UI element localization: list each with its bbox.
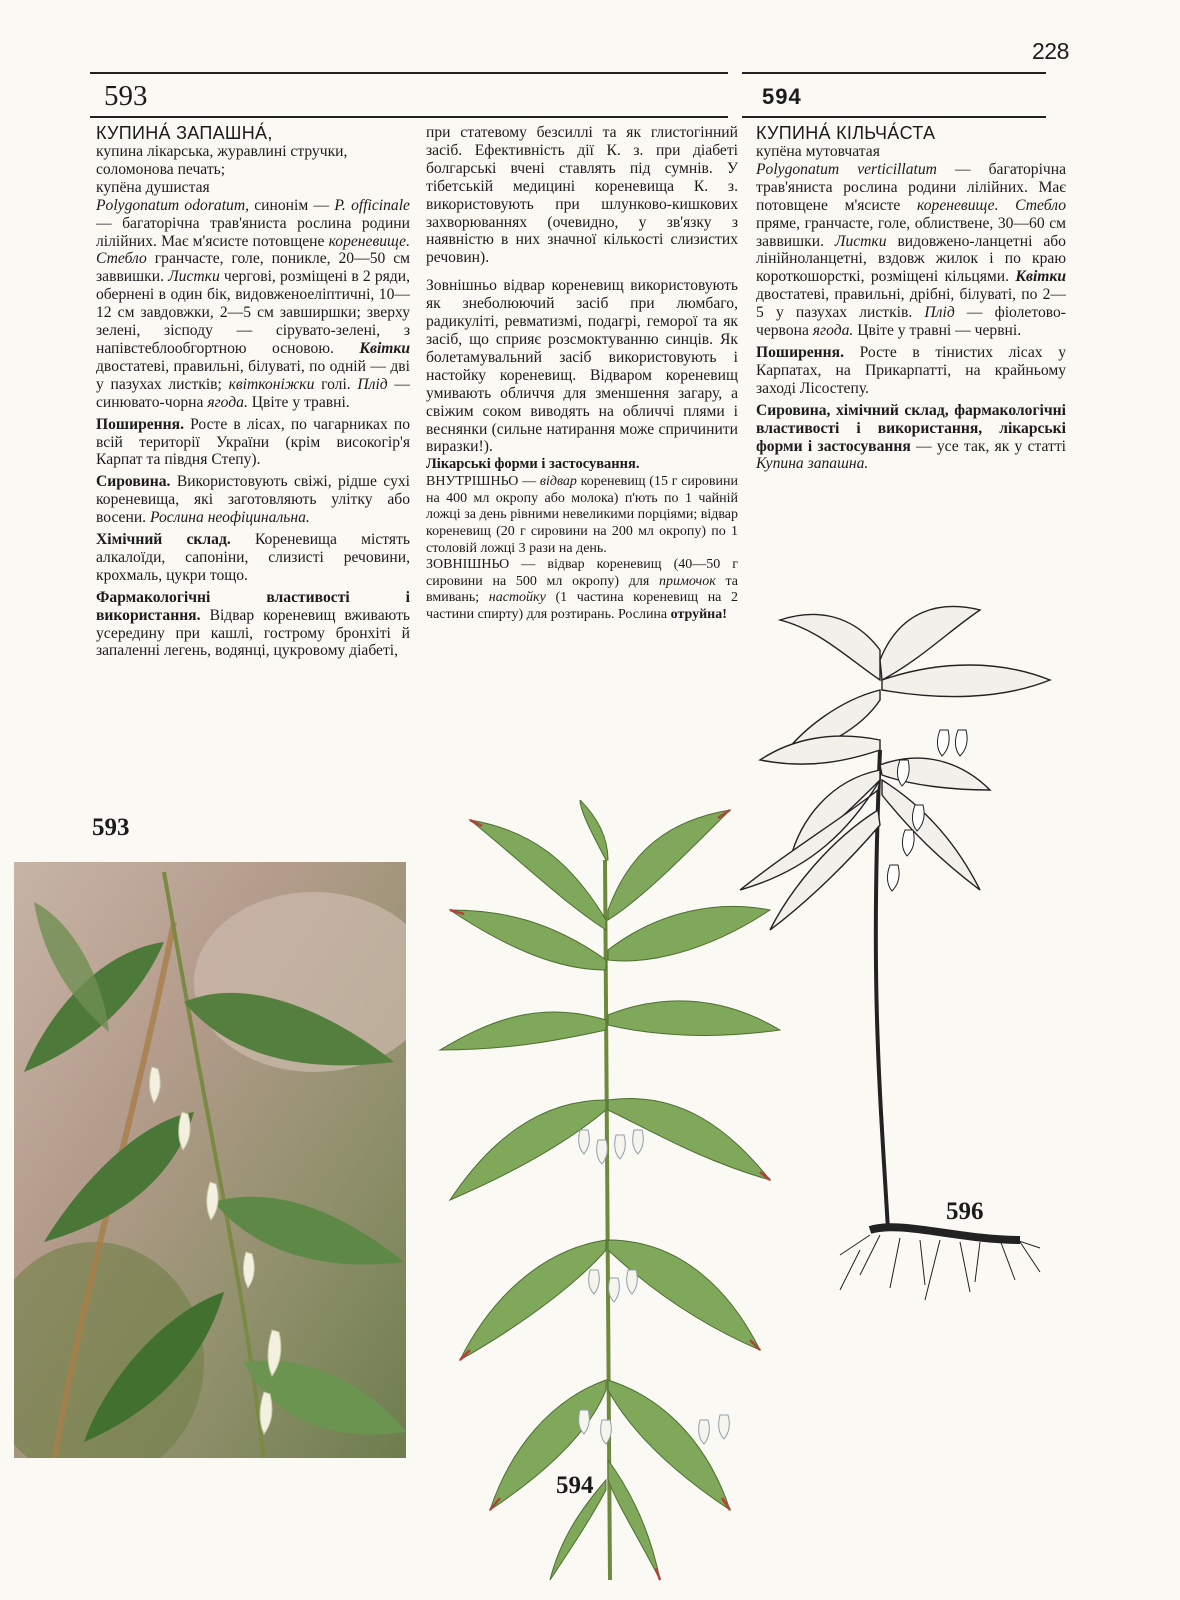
description-run: Цвіте у травні. xyxy=(247,393,350,411)
description-run: Квітки xyxy=(1015,268,1066,286)
entry-title: КУПИНА́ ЗАПАШНА́, xyxy=(96,123,273,143)
plant-line-drawing-596 xyxy=(730,590,1090,1330)
description-run: — багаторічна трав'яниста рослина родини лілійних. Має потовщене м'ясисте xyxy=(756,160,1067,214)
description-run: двостатеві, правильні, дрібні, білуваті, по 2—5 у пазухах листків. xyxy=(756,286,1066,322)
synonym-prefix: синонім — xyxy=(254,196,330,214)
description-run: квітконіжки xyxy=(228,375,315,393)
description-run: гранчасте, голе, поникле, 20—50 см заввишки. xyxy=(96,250,410,286)
column-middle xyxy=(426,124,738,624)
usage-internal: ВНУТРІШНЬО — відвар кореневищ (15 г сировини на 400 мл окропу або молока) п'ють по 1 чайній ложці за день рівними невеликими порціями; відвар кореневищ (20 г сировини на 200 мл окропу) по 1 столовій ложці 3 рази на день. xyxy=(426,474,738,556)
column-right xyxy=(756,124,1066,473)
description-run: голі. xyxy=(314,375,358,393)
description-run: пряме, гранчасте, голе, облиственe, 30—60 см заввишки. xyxy=(756,214,1066,250)
description-run: — багаторічна трав'яниста рослина родини лілійних. Має м'ясисте потовщене xyxy=(96,214,410,250)
plant-photo xyxy=(14,862,406,1458)
description-run: видовжено-ланцетні або лінійноланцетні, вздовж жилок і по краю короткошорсткі, розміщені кільцями. xyxy=(756,232,1066,286)
subheader-rule-left xyxy=(90,116,728,118)
entry-title: КУПИНА́ КІЛЬЧА́СТА xyxy=(756,123,936,143)
chemical-composition: Хімічний склад. Кореневища містять алкалоїди, сапоніни, слизисті речовини, крохмаль, цукри тощо. xyxy=(96,531,410,584)
distribution: Поширення. Росте в тінистих лісах у Карпатах, на Прикарпатті, на крайньому заході Лісостепу. xyxy=(756,343,1066,397)
description-run: Плід xyxy=(357,375,388,393)
description xyxy=(756,161,1066,339)
description-run: Цвіте у травні — червні. xyxy=(853,322,1022,340)
description-run: — синюватo-чорна xyxy=(96,375,410,411)
russian-name: купёна мутовчатая xyxy=(756,143,880,160)
external-use: Зовнішньо відвар кореневищ використовують як знеболюючий засіб при люмбаго, радикуліті, ревматизмі, подагрі, геморої та як засіб, що сприяє розсмоктуванню синців. Як болетамувальний засіб використовують і настойку кореневищ. Відваром кореневищ умивають обличчя для зменшення загару, а свіжим соком виводять на обличчі плями і веснянки (сильне натирання може спричинити виразки!). xyxy=(426,277,738,456)
forms-label: Лікарські форми і застосування. xyxy=(426,456,640,473)
entry-number-594: 594 xyxy=(762,84,802,109)
pharmacology: Фармакологічні властивості і використання. Відвар кореневищ вживають усередину при кашлі, гострому бронхіті й запаленні легень, водянці, цукровому діабеті, xyxy=(96,588,410,660)
entry-number-593: 593 xyxy=(104,80,148,112)
header-rule-right xyxy=(742,72,1046,74)
description xyxy=(96,215,410,411)
distribution: Поширення. Росте в лісах, по чагарниках по всій території України (крім високогір'я Карпат та півдня Степу). xyxy=(96,415,411,469)
raw-material: Сировина. Використовують свіжі, рідше сухі кореневища, які заготовляють улітку або восени. Рослина неофіцинальна. xyxy=(96,473,410,527)
description-run: Плід xyxy=(924,304,955,322)
column-left xyxy=(96,124,410,660)
description-run: Листки xyxy=(834,232,887,250)
description-run: ягода. xyxy=(812,322,854,340)
description-run: кореневище. Стебло xyxy=(96,232,410,268)
cross-reference: Сировина, хімічний склад, фармакологічні властивості і використання, лікарські форми і застосування — усе так, як у статті Купина запашна. xyxy=(756,401,1066,473)
latin-name: Polygonatum verticillatum xyxy=(756,160,937,178)
folk-synonyms: купина лікарська, журавлині стручки, соломонова печать; xyxy=(96,143,348,178)
russian-name: купёна душистая xyxy=(96,178,210,196)
description-run: — фіолетово-червона xyxy=(756,304,1066,340)
description-run: ягода. xyxy=(207,393,248,411)
description-run: Квітки xyxy=(359,339,410,357)
description-run: чергові, розміщені в 2 ряди, обернені в один бік, видовженоеліптичні, 10—12 см завдовжки, 2—5 см завширшки; зверху зелені, зісподу — сірувато-зелені, з напівстеблообгортною основою. xyxy=(96,268,410,357)
latin-name: Polygonatum odoratum, xyxy=(96,196,249,214)
latin-synonym: P. officinale xyxy=(334,196,410,214)
description-run: двостатеві, правильні, білуваті, по одній — дві у пазухах листків; xyxy=(96,357,410,393)
pharmacology-continued: при статевому безсиллі та як глистогінний засіб. Ефективність дії К. з. при діабеті болгарські вчені ставлять під сумнів. У тібетській медицині кореневища К. з. використовують при шлунково-кишкових захворюваннях (очевидно, у зв'язку з наявністю в них значної кількості слизистих речовин). xyxy=(426,124,738,267)
description-run: кореневище. Стебло xyxy=(917,196,1066,214)
figure-label-594: 594 xyxy=(556,1472,594,1499)
page-number: 228 xyxy=(1032,38,1069,64)
subheader-rule-right xyxy=(742,116,1046,118)
usage-external: ЗОВНІШНЬО — відвар кореневищ (40—50 г сировини на 500 мл окропу) для примочок та вмивань; настойку (1 частина кореневищ на 2 частини спирту) для розтирань. Рослина отруйна! xyxy=(426,557,739,622)
header-rule-left xyxy=(90,72,728,74)
figure-label-593: 593 xyxy=(92,814,130,841)
description-run: Листки xyxy=(168,268,220,286)
figure-label-596: 596 xyxy=(946,1198,984,1225)
